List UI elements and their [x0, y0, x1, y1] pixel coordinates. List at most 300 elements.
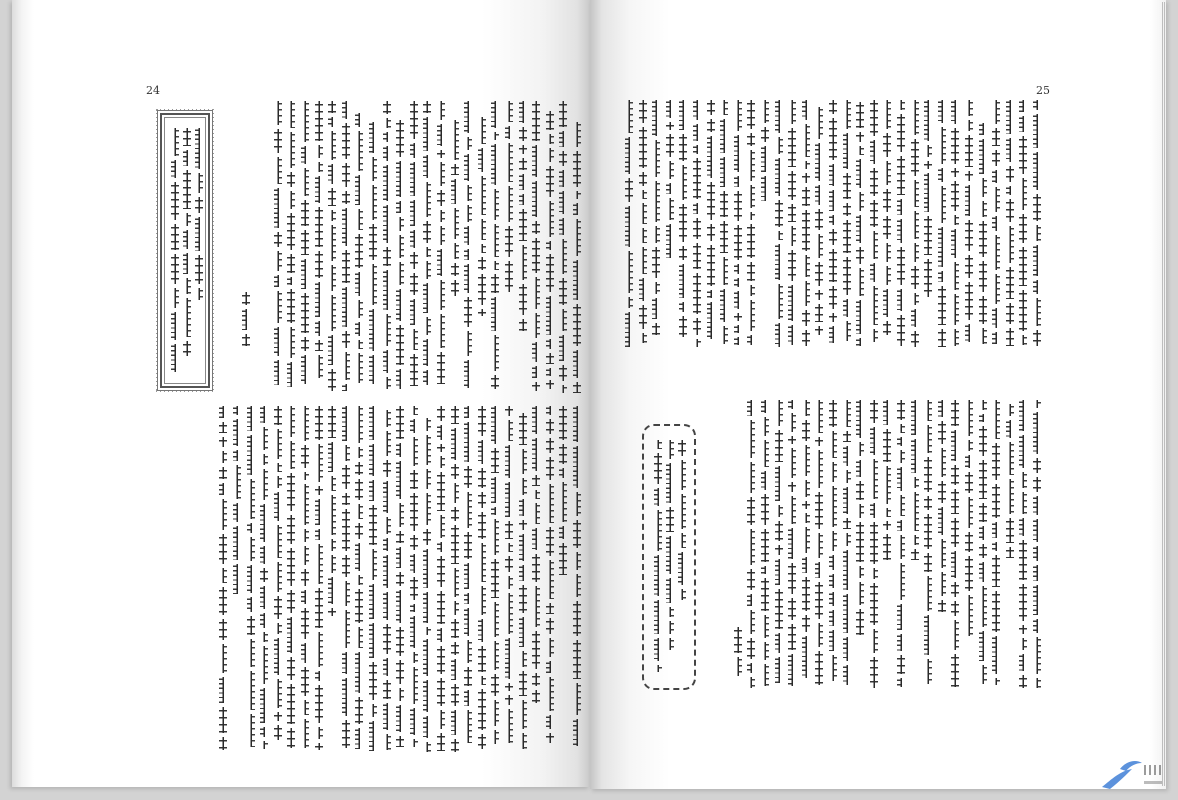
script-word	[247, 714, 255, 747]
script-word	[1019, 654, 1027, 671]
script-word	[856, 504, 864, 518]
script-word	[183, 298, 191, 337]
script-word	[328, 539, 336, 551]
script-word	[911, 331, 919, 347]
script-word	[843, 470, 851, 483]
script-word	[505, 709, 513, 743]
script-word	[478, 148, 486, 172]
script-word	[1033, 458, 1041, 473]
script-word	[1033, 152, 1041, 190]
script-word	[897, 450, 905, 463]
script-word	[870, 459, 878, 499]
script-word	[897, 520, 905, 531]
script-word	[315, 207, 323, 247]
script-word	[761, 417, 769, 436]
script-word	[870, 568, 878, 579]
script-word	[396, 503, 404, 527]
text-column	[478, 406, 486, 749]
script-word	[734, 627, 742, 653]
text-column	[315, 101, 323, 388]
script-word	[328, 210, 336, 221]
script-word	[870, 100, 878, 136]
text-column	[815, 400, 823, 685]
script-word	[287, 684, 295, 724]
script-word	[666, 621, 674, 634]
script-word	[287, 406, 295, 437]
text-column	[171, 128, 179, 372]
script-word	[410, 273, 418, 295]
script-word	[410, 577, 418, 600]
script-word	[437, 472, 445, 511]
script-word	[396, 120, 404, 157]
script-word	[639, 228, 647, 243]
script-word	[546, 166, 554, 197]
script-word	[396, 369, 404, 389]
text-column	[870, 400, 878, 688]
script-word	[788, 325, 796, 345]
script-word	[383, 314, 391, 346]
text-column	[979, 400, 987, 684]
script-word	[437, 515, 445, 538]
script-word	[478, 440, 486, 464]
watermark-mark	[1149, 765, 1151, 775]
script-word	[1019, 290, 1027, 331]
script-word	[274, 623, 282, 634]
script-word	[396, 572, 404, 586]
script-word	[559, 444, 567, 464]
script-word	[491, 261, 499, 270]
script-word	[951, 465, 959, 485]
script-word	[951, 489, 959, 514]
script-word	[573, 574, 581, 597]
text-column	[951, 400, 959, 687]
script-word	[464, 185, 472, 201]
script-word	[260, 427, 268, 450]
script-word	[410, 354, 418, 386]
script-word	[829, 630, 837, 651]
script-word	[396, 406, 404, 439]
script-word	[965, 324, 973, 342]
script-word	[1033, 678, 1041, 688]
script-word	[464, 331, 472, 356]
script-word	[383, 658, 391, 676]
script-word	[355, 272, 363, 296]
script-word	[532, 313, 540, 338]
script-word	[287, 132, 295, 168]
script-word	[519, 585, 527, 613]
script-word	[451, 525, 459, 564]
script-word	[679, 100, 687, 130]
script-word	[315, 529, 323, 540]
script-word	[546, 111, 554, 130]
script-word	[301, 445, 309, 468]
script-word	[328, 164, 336, 184]
script-word	[829, 164, 837, 186]
script-word	[410, 200, 418, 226]
script-word	[938, 100, 946, 123]
script-word	[505, 521, 513, 539]
script-word	[171, 128, 179, 156]
text-column	[505, 406, 513, 751]
script-word	[924, 145, 932, 157]
script-word	[761, 127, 769, 142]
script-word	[301, 700, 309, 715]
script-word	[369, 185, 377, 220]
script-word	[546, 368, 554, 376]
script-word	[856, 215, 864, 243]
script-word	[1033, 477, 1041, 492]
script-word	[315, 162, 323, 172]
script-word	[802, 480, 810, 497]
script-word	[355, 175, 363, 205]
text-column	[856, 102, 864, 346]
script-word	[679, 302, 687, 312]
script-word	[829, 249, 837, 282]
left-page-number: 24	[146, 84, 160, 97]
script-word	[355, 113, 363, 127]
script-word	[938, 227, 946, 267]
script-word	[342, 163, 350, 187]
script-word	[911, 400, 919, 435]
script-word	[992, 591, 1000, 632]
script-word	[369, 224, 377, 260]
script-word	[1033, 619, 1041, 633]
script-word	[802, 636, 810, 678]
script-word	[519, 101, 527, 123]
script-word	[856, 247, 864, 264]
script-word	[1033, 400, 1041, 408]
script-word	[342, 509, 350, 551]
script-word	[260, 406, 268, 423]
script-word	[437, 444, 445, 452]
script-word	[519, 651, 527, 667]
script-word	[183, 278, 191, 294]
script-word	[274, 525, 282, 558]
script-word	[505, 695, 513, 705]
script-word	[355, 589, 363, 623]
script-word	[897, 219, 905, 243]
text-column	[897, 100, 905, 346]
script-word	[1019, 472, 1027, 488]
script-word	[938, 507, 946, 535]
script-word	[992, 100, 1000, 124]
script-word	[451, 120, 459, 160]
script-word	[383, 703, 391, 730]
script-word	[938, 168, 946, 182]
script-word	[829, 555, 837, 570]
script-word	[666, 440, 674, 459]
script-word	[532, 406, 540, 434]
script-word	[242, 292, 250, 305]
script-word	[951, 262, 959, 290]
script-word	[1006, 186, 1014, 195]
script-word	[233, 564, 241, 594]
script-word	[274, 476, 282, 488]
script-word	[924, 457, 932, 492]
script-word	[979, 426, 987, 456]
script-word	[383, 247, 391, 266]
script-word	[883, 466, 891, 504]
script-word	[532, 366, 540, 378]
script-word	[274, 463, 282, 472]
text-column	[315, 406, 323, 750]
script-word	[195, 255, 203, 284]
script-word	[938, 481, 946, 503]
script-word	[315, 251, 323, 278]
text-column	[423, 101, 431, 390]
script-word	[260, 646, 268, 684]
script-word	[383, 680, 391, 699]
text-column	[802, 100, 810, 346]
script-word	[652, 226, 660, 243]
script-word	[815, 234, 823, 258]
script-word	[287, 327, 295, 358]
script-word	[897, 247, 905, 285]
script-word	[369, 662, 377, 700]
script-word	[301, 293, 309, 333]
script-word	[965, 472, 973, 493]
script-word	[788, 448, 796, 478]
script-word	[410, 708, 418, 735]
script-word	[802, 100, 810, 120]
script-word	[775, 633, 783, 653]
script-word	[369, 355, 377, 384]
script-word	[274, 360, 282, 385]
script-word	[546, 254, 554, 292]
watermark-mark	[1144, 765, 1146, 775]
script-word	[369, 480, 377, 501]
script-word	[802, 527, 810, 553]
script-word	[451, 642, 459, 655]
script-word	[775, 589, 783, 629]
script-word	[573, 382, 581, 393]
script-word	[775, 430, 783, 462]
script-word	[342, 652, 350, 674]
script-word	[287, 289, 295, 323]
script-word	[396, 289, 404, 321]
script-word	[505, 261, 513, 292]
script-word	[897, 563, 905, 600]
script-word	[734, 191, 742, 221]
script-word	[328, 406, 336, 438]
script-word	[654, 440, 662, 449]
script-word	[747, 610, 755, 634]
text-column	[734, 627, 742, 680]
text-column	[815, 107, 823, 342]
script-word	[1033, 330, 1041, 346]
script-word	[546, 419, 554, 434]
script-word	[437, 150, 445, 158]
script-word	[546, 715, 554, 729]
script-word	[856, 481, 864, 500]
script-word	[219, 677, 227, 703]
script-word	[369, 122, 377, 153]
script-word	[396, 705, 404, 732]
script-word	[1019, 435, 1027, 468]
script-word	[1006, 138, 1014, 162]
script-word	[883, 289, 891, 317]
script-word	[478, 646, 486, 672]
script-word	[183, 213, 191, 226]
script-word	[437, 101, 445, 120]
text-column	[652, 100, 660, 344]
script-word	[788, 654, 796, 686]
script-word	[532, 145, 540, 177]
script-word	[451, 739, 459, 752]
text-column	[679, 100, 687, 347]
script-word	[505, 101, 513, 122]
script-word	[747, 529, 755, 565]
script-word	[451, 164, 459, 175]
script-word	[679, 204, 687, 242]
text-column	[355, 406, 363, 749]
script-word	[802, 615, 810, 632]
script-word	[274, 679, 282, 708]
script-word	[747, 400, 755, 416]
script-word	[652, 181, 660, 222]
script-word	[546, 438, 554, 453]
script-word	[965, 455, 973, 468]
script-word	[355, 523, 363, 539]
script-word	[734, 325, 742, 333]
text-column	[287, 101, 295, 393]
script-word	[505, 543, 513, 552]
script-word	[924, 615, 932, 655]
script-word	[505, 638, 513, 679]
script-word	[924, 576, 932, 611]
script-word	[315, 632, 323, 667]
script-word	[788, 285, 796, 321]
script-word	[274, 188, 282, 228]
text-column	[519, 101, 527, 339]
text-column	[451, 120, 459, 304]
script-word	[464, 406, 472, 418]
script-word	[342, 191, 350, 204]
text-column	[829, 100, 837, 343]
script-word	[734, 100, 742, 131]
script-word	[342, 101, 350, 119]
script-word	[883, 189, 891, 212]
script-word	[505, 683, 513, 691]
script-word	[1006, 303, 1014, 324]
script-word	[559, 170, 567, 187]
script-word	[437, 406, 445, 421]
script-word	[369, 549, 377, 580]
script-word	[342, 208, 350, 246]
script-word	[301, 355, 309, 384]
script-word	[951, 329, 959, 346]
script-word	[734, 278, 742, 287]
script-word	[396, 262, 404, 285]
script-word	[979, 586, 987, 627]
script-word	[478, 512, 486, 539]
script-word	[287, 213, 295, 250]
script-word	[829, 190, 837, 211]
script-word	[802, 124, 810, 157]
text-column	[355, 113, 363, 390]
script-word	[423, 469, 431, 489]
script-word	[315, 671, 323, 681]
script-word	[287, 277, 295, 285]
script-word	[883, 266, 891, 285]
script-word	[652, 323, 660, 335]
script-word	[761, 578, 769, 611]
script-word	[573, 492, 581, 516]
text-column	[410, 406, 418, 747]
script-word	[992, 484, 1000, 518]
script-word	[1019, 400, 1027, 431]
script-word	[355, 322, 363, 336]
script-word	[924, 173, 932, 212]
script-word	[233, 465, 241, 499]
script-word	[815, 623, 823, 647]
script-word	[802, 310, 810, 326]
script-word	[233, 526, 241, 560]
script-word	[559, 131, 567, 147]
script-word	[843, 321, 851, 341]
script-word	[761, 440, 769, 467]
script-word	[519, 284, 527, 315]
script-word	[260, 469, 268, 500]
script-word	[979, 261, 987, 292]
script-word	[965, 497, 973, 528]
script-word	[965, 595, 973, 636]
text-column	[396, 406, 404, 747]
watermark-mark	[1144, 781, 1162, 784]
text-column	[883, 400, 891, 560]
script-word	[979, 544, 987, 558]
script-word	[451, 179, 459, 204]
script-word	[707, 224, 715, 241]
script-word	[519, 194, 527, 205]
script-word	[1033, 496, 1041, 515]
script-word	[423, 221, 431, 243]
script-word	[183, 341, 191, 356]
script-word	[410, 535, 418, 550]
script-word	[666, 122, 674, 130]
script-word	[911, 293, 919, 305]
script-word	[546, 618, 554, 634]
script-word	[423, 101, 431, 113]
script-word	[666, 536, 674, 574]
script-word	[679, 316, 687, 337]
script-word	[870, 427, 878, 455]
script-word	[383, 165, 391, 201]
script-word	[965, 255, 973, 278]
script-word	[451, 619, 459, 638]
script-word	[423, 680, 431, 712]
script-word	[519, 565, 527, 581]
script-word	[734, 176, 742, 187]
script-word	[678, 494, 686, 529]
script-word	[761, 176, 769, 201]
script-word	[815, 582, 823, 619]
script-word	[775, 521, 783, 541]
script-word	[802, 445, 810, 476]
script-word	[897, 467, 905, 491]
script-word	[815, 262, 823, 286]
script-word	[423, 742, 431, 752]
script-word	[301, 472, 309, 480]
script-word	[464, 593, 472, 604]
script-word	[437, 646, 445, 674]
script-word	[843, 173, 851, 199]
script-word	[219, 451, 227, 463]
script-word	[410, 667, 418, 704]
script-word	[654, 510, 662, 551]
script-word	[315, 340, 323, 351]
script-word	[843, 257, 851, 295]
